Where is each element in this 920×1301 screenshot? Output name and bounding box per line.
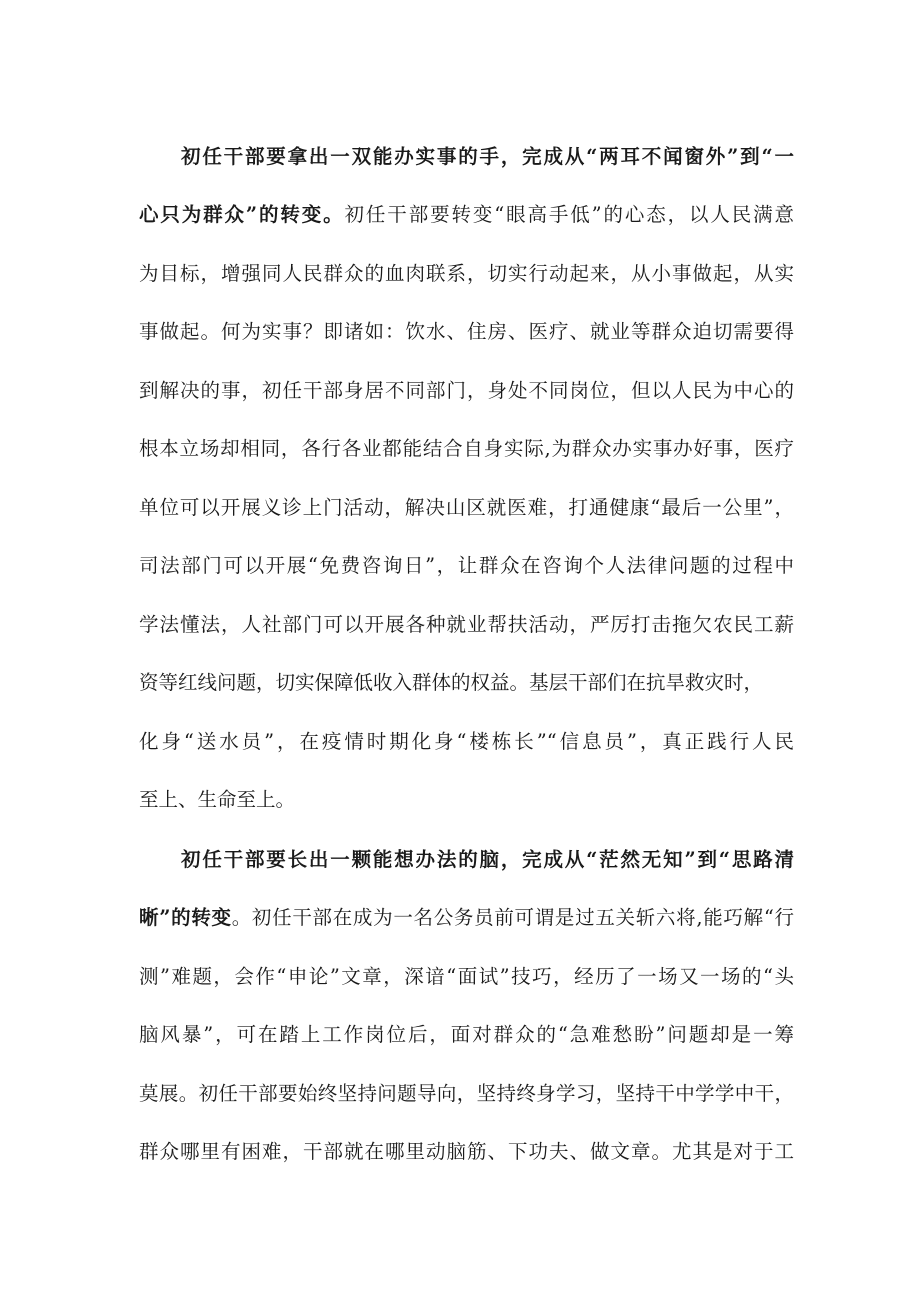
bold-heading-text: 初任干部要长出一颗能想办法的脑，完成从“茫然无知”到“思路清: [181, 848, 794, 871]
paragraph-line: [139, 317, 794, 347]
paragraph-line: [139, 1020, 794, 1050]
body-text: 司法部门可以开展“免费咨询日”，让群众在咨询个人法律问题的过程中: [139, 554, 794, 577]
body-text: 事做起。何为实事？即诸如：饮水、住房、医疗、就业等群众迫切需要得: [139, 320, 794, 343]
body-text: 群众哪里有困难，干部就在哪里动脑筋、下功夫、做文章。尤其是对于工: [139, 1140, 794, 1163]
paragraph-line: [139, 668, 763, 698]
body-text: 单位可以开展义诊上门活动，解决山区就医难，打通健康“最后一公里”，: [139, 496, 794, 519]
body-text: 初任干部要转变“眼高手低”的心态，以人民满意: [344, 203, 794, 226]
paragraph-line: [139, 1079, 794, 1109]
body-text: 根本立场却相同，各行各业都能结合自身实际,为群众办实事办好事，医疗: [139, 437, 794, 460]
paragraph-line: [139, 493, 794, 523]
body-text: 为目标，增强同人民群众的血肉联系，切实行动起来，从小事做起，从实: [139, 262, 794, 285]
body-text: 莫展。初任干部要始终坚持问题导向，坚持终身学习，坚持干中学学中干，: [139, 1082, 794, 1105]
bold-heading-text: 初任干部要拿出一双能办实事的手，完成从“两耳不闻窗外”到“一: [181, 145, 794, 168]
body-text: 脑风暴”，可在踏上工作岗位后，面对群众的“急难愁盼”问题却是一筹: [139, 1023, 794, 1046]
paragraph-line: [139, 376, 794, 406]
body-text: 至上、生命至上。: [139, 788, 296, 811]
paragraph-line: [139, 200, 794, 230]
paragraph-line: [181, 142, 794, 172]
paragraph-line: [139, 903, 794, 933]
paragraph-line: [139, 785, 295, 815]
paragraph-line: [139, 434, 794, 464]
paragraph-line: [139, 610, 794, 640]
paragraph-line: [181, 845, 794, 875]
bold-heading-text: 心只为群众”的转变。: [139, 203, 345, 226]
bold-heading-text: 晰”的转变: [139, 906, 232, 929]
paragraph-line: [139, 1137, 794, 1167]
body-text: 化身“送水员”，在疫情时期化身“楼栋长”“信息员”，真正践行人民: [139, 730, 794, 753]
body-text: 。初任干部在成为一名公务员前可谓是过五关斩六将,能巧解“行: [231, 906, 794, 929]
body-text: 到解决的事，初任干部身居不同部门，身处不同岗位，但以人民为中心的: [139, 379, 794, 402]
body-text: 资等红线问题，切实保障低收入群体的权益。基层干部们在抗旱救灾时，: [139, 671, 764, 694]
paragraph-line: [139, 551, 794, 581]
body-text: 学法懂法，人社部门可以开展各种就业帮扶活动，严厉打击拖欠农民工薪: [139, 613, 794, 636]
body-text: 测”难题，会作“申论”文章，深谙“面试”技巧，经历了一场又一场的“头: [139, 965, 794, 988]
paragraph-line: [139, 727, 794, 757]
paragraph-line: [139, 259, 794, 289]
paragraph-line: [139, 962, 794, 992]
